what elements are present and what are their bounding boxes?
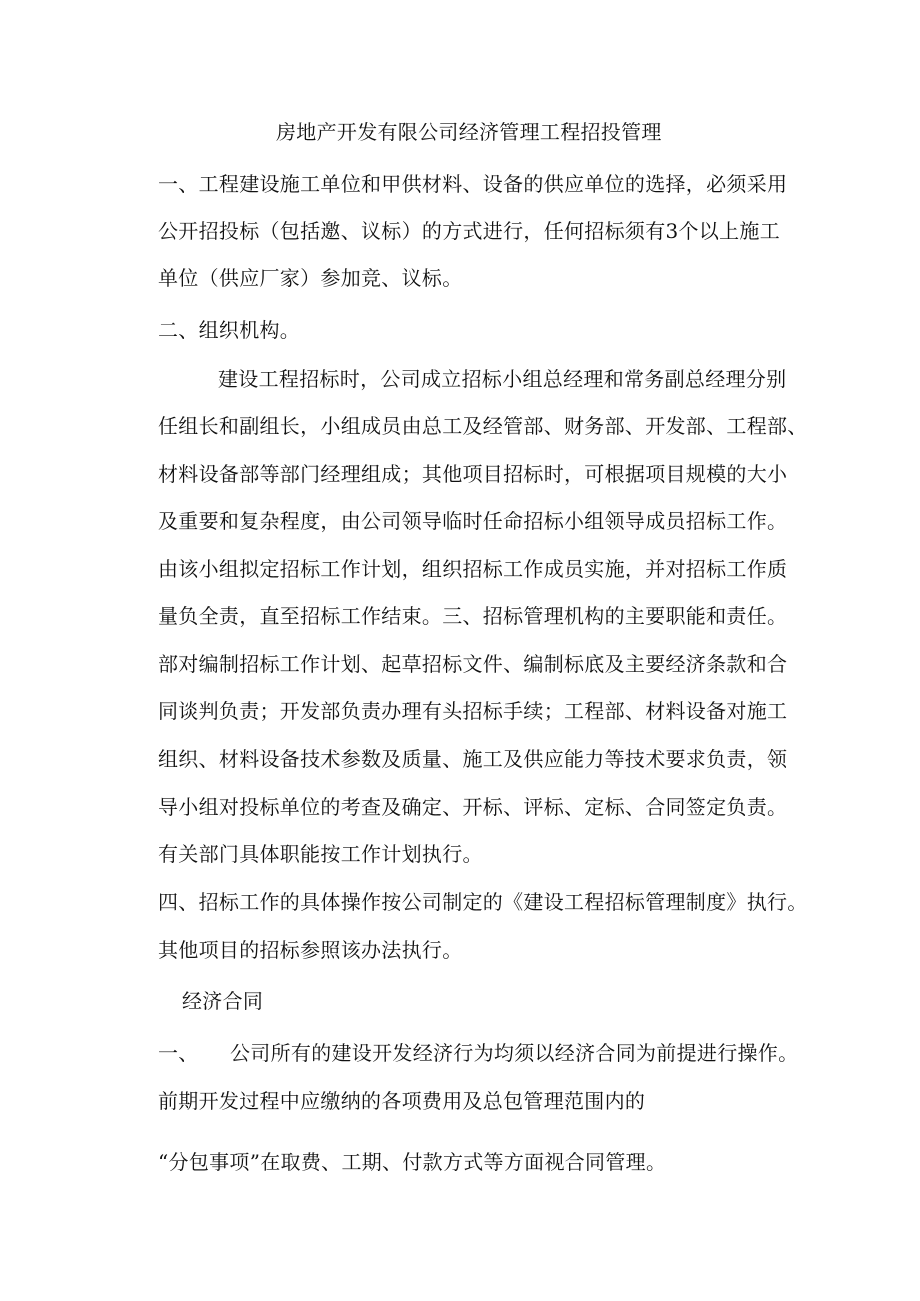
- paragraph-line: 单位（供应厂家）参加竞、议标。: [158, 266, 463, 290]
- paragraph-line: 及重要和复杂程度，由公司领导临时任命招标小组领导成员招标工作。: [158, 509, 788, 533]
- paragraph-line: 任组长和副组长，小组成员由总工及经管部、财务部、开发部、工程部、: [158, 414, 808, 438]
- paragraph-line: 一、工程建设施工单位和甲供材料、设备的供应单位的选择，必须采用: [158, 172, 788, 196]
- paragraph-line: 量负全责，直至招标工作结束。三、招标管理机构的主要职能和责任。: [158, 604, 788, 628]
- paragraph-line: 有关部门具体职能按工作计划执行。: [158, 842, 483, 866]
- paragraph-line: 组织、材料设备技术参数及质量、施工及供应能力等技术要求负责，领: [158, 747, 788, 771]
- paragraph-line: 同谈判负责；开发部负责办理有头招标手续；工程部、材料设备对施工: [158, 699, 788, 723]
- paragraph-line: 材料设备部等部门经理组成；其他项目招标时，可根据项目规模的大小: [158, 462, 788, 486]
- paragraph-line: 建设工程招标时，公司成立招标小组总经理和常务副总经理分别: [218, 367, 787, 391]
- paragraph-line: 由该小组拟定招标工作计划，组织招标工作成员实施，并对招标工作质: [158, 557, 788, 581]
- paragraph-line: 导小组对投标单位的考查及确定、开标、评标、定标、合同签定负责。: [158, 795, 788, 819]
- document-title: 房地产开发有限公司经济管理工程招投管理: [276, 120, 662, 144]
- paragraph-line: 公司所有的建设开发经济行为均须以经济合同为前提进行操作。: [230, 1041, 799, 1065]
- paragraph-line: 公开招投标（包括邀、议标）的方式进行，任何招标须有3个以上施工: [158, 219, 781, 243]
- paragraph-line: 前期开发过程中应缴纳的各项费用及总包管理范围内的: [158, 1089, 646, 1113]
- paragraph-line: 部对编制招标工作计划、起草招标文件、编制标底及主要经济条款和合: [158, 652, 788, 676]
- paragraph-line: 四、招标工作的具体操作按公司制定的《建设工程招标管理制度》执行。: [158, 890, 808, 914]
- paragraph-line: “分包事项”在取费、工期、付款方式等方面视合同管理。: [158, 1150, 667, 1174]
- list-marker: 一、: [158, 1041, 199, 1065]
- paragraph-line: 其他项目的招标参照该办法执行。: [158, 938, 463, 962]
- section-heading: 二、组织机构。: [158, 318, 301, 342]
- section-heading: 经济合同: [182, 989, 264, 1013]
